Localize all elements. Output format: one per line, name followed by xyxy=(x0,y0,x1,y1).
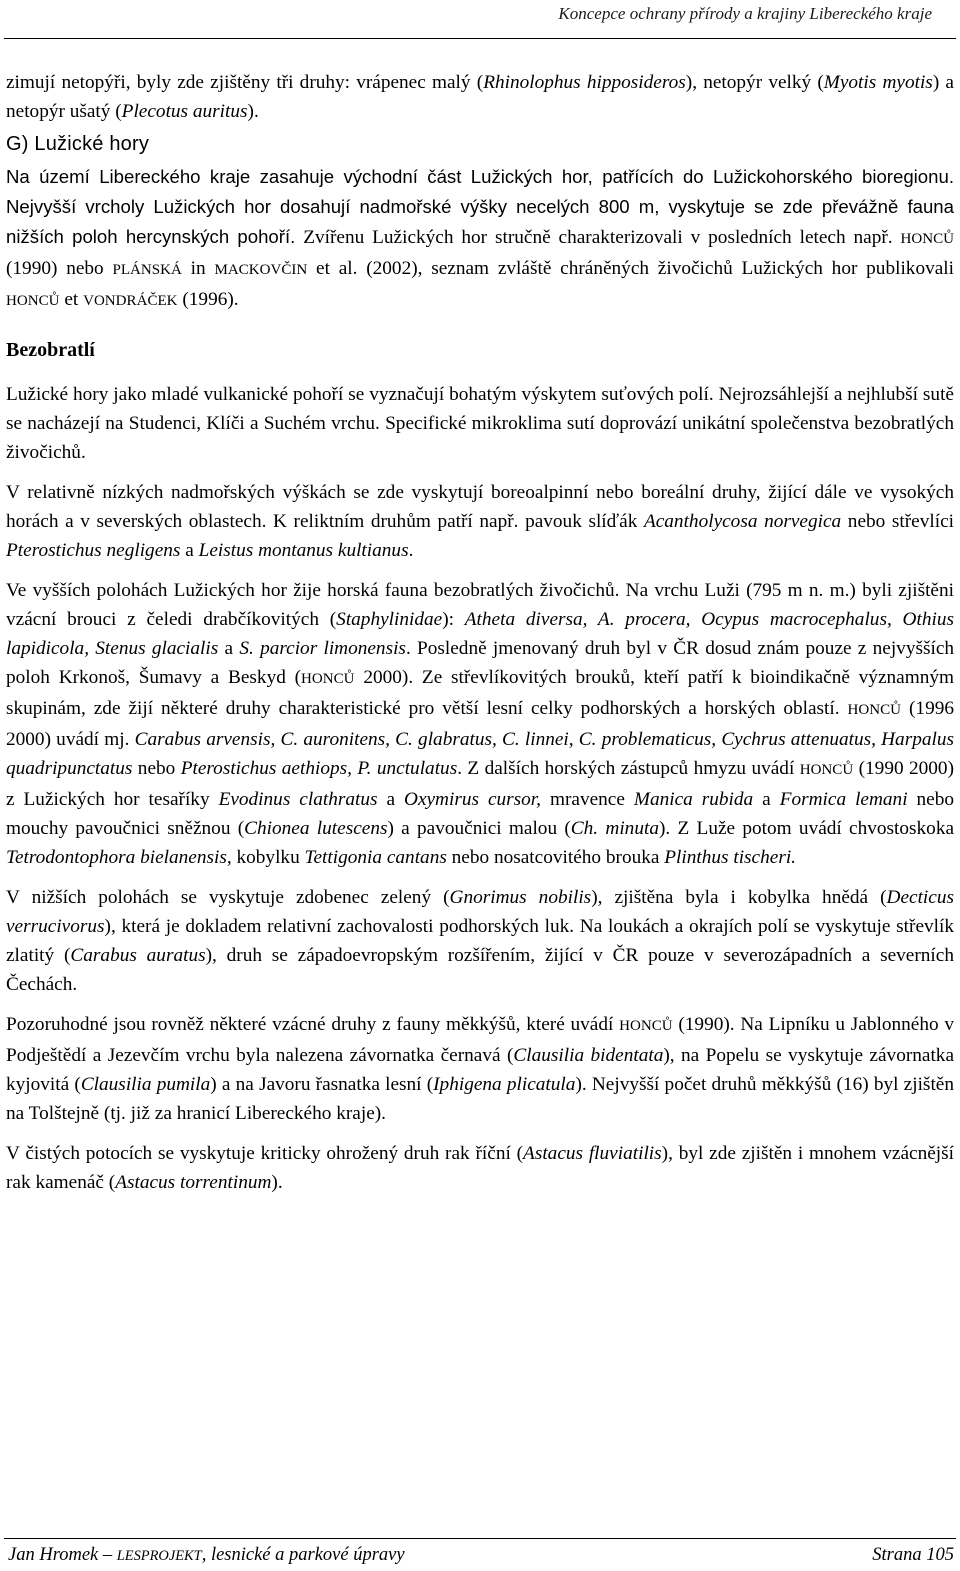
paragraph-mountain-fauna: Ve vyšších polohách Lužických hor žije horská fauna bezobratlých živočichů. Na vrchu Luži (795 m n. m.) byli zjištěni vzácní brouci z čeledi drabčíkovitých (Staphylinidae): Atheta diversa, A. procera, Ocypus macrocephalus, Othius lapidicola, Stenus glacialis a S. parcior limonensis. Posledně jmenovaný druh byl v ČR dosud znám pouze z nejvyšších poloh Krkonoš, Šumavy a Beskyd (HONCŮ 2000). Ze střevlíkovitých brouků, kteří patří k bioindikačně významným skupinám, zde žijí některé druhy charakteristické pro větší lesní celky podhorských a horských oblastí. HONCŮ (1996 2000) uvádí mj. Carabus arvensis, C. auronitens, C. glabratus, C. linnei, C. problematicus, Cychrus attenuatus, Harpalus quadripunctatus nebo Pterostichus aethiops, P. unctulatus. Z dalších horských zástupců hmyzu uvádí HONCŮ (1990 2000) z Lužických hor tesaříky Evodinus clathratus a Oxymirus cursor, mravence Manica rubida a Formica lemani nebo mouchy pavoučnici sněžnou (Chionea lutescens) a pavoučnici malou (Ch. minuta). Z Luže potom uvádí chvostoskoka Tetrodontophora bielanensis, kobylku Tettigonia cantans nebo nosatcovitého brouka Plinthus tischeri. xyxy=(6,580,955,868)
paragraph-scree: Lužické hory jako mladé vulkanické pohoří se vyznačují bohatým výskytem suťových polí. Nejrozsáhlejší a nejhlubší sutě se nacházejí na Studenci, Klíči a Suchém vrchu. Specifické mikroklima sutí doprovází unikátní společenstva bezobratlých živočichů. xyxy=(6,384,954,463)
footer-divider xyxy=(4,1538,956,1539)
header-divider xyxy=(4,38,956,39)
paragraph-crayfish: V čistých potocích se vyskytuje kriticky ohrožený druh rak říční (Astacus fluviatilis), byl zde zjištěn i mnohem vzácnější rak kamenáč (Astacus torrentinum). xyxy=(6,1143,954,1193)
paragraph-bats: zimují netopýři, byly zde zjištěny tři druhy: vrápenec malý (Rhinolophus hipposideros), netopýr velký (Myotis myotis) a netopýr ušatý (Plecotus auritus). xyxy=(6,72,954,122)
footer-author: Jan Hromek – LESPROJEKT, lesnické a parkové úpravy xyxy=(8,1545,405,1565)
subheading-bezobratli: Bezobratlí xyxy=(6,339,95,361)
section-heading-luzicke-hory: G) Lužické hory xyxy=(6,133,150,155)
paragraph-molluscs: Pozoruhodné jsou rovněž některé vzácné druhy z fauny měkkýšů, které uvádí HONCŮ (1990). Na Lipníku u Jablonného v Podještědí a Jezevčím vrchu byla nalezena závornatka černavá (Clausilia bidentata), na Popelu se vyskytuje závornatka kyjovitá (Clausilia pumila) a na Javoru řasnatka lesní (Iphigena plicatula). Nejvyšší počet druhů měkkýšů (16) byl zjištěn na Tolštejně (tj. již za hranicí Libereckého kraje). xyxy=(6,1014,955,1124)
paragraph-intro: Na území Libereckého kraje zasahuje východní část Lužických hor, patřících do Lužickohorského bioregionu. Nejvyšší vrcholy Lužických hor dosahují nadmořské výšky necelých 800 m, vyskytuje se zde převážně fauna nižších poloh hercynských pohoří. Zvířenu Lužických hor stručně charakterizovali v posledních letech např. HONCŮ (1990) nebo PLÁNSKÁ in MACKOVČIN et al. (2002), seznam zvláště chráněných živočichů Lužických hor publikovali HONCŮ et VONDRÁČEK (1996). xyxy=(6,166,954,310)
paragraph-relict-species: V relativně nízkých nadmořských výškách se zde vyskytují boreoalpinní nebo boreální druhy, žijící dále ve vysokých horách a v severských oblastech. K reliktním druhům patří např. pavouk slíďák Acantholycosa norvegica nebo střevlíci Pterostichus negligens a Leistus montanus kultianus. xyxy=(6,482,954,561)
paragraph-lower-elevations: V nižších polohách se vyskytuje zdobenec zelený (Gnorimus nobilis), zjištěna byla i kobylka hnědá (Decticus verrucivorus), která je dokladem relativní zachovalosti podhorských luk. Na loukách a okrajích polí se vyskytuje střevlík zlatitý (Carabus auratus), druh se západoevropským rozšířením, žijící v ČR pouze v severozápadních a severních Čechách. xyxy=(6,887,954,995)
page-number: Strana 105 xyxy=(872,1545,954,1565)
page-body xyxy=(6,68,954,1208)
running-header: Koncepce ochrany přírody a krajiny Libereckého kraje xyxy=(558,4,932,23)
